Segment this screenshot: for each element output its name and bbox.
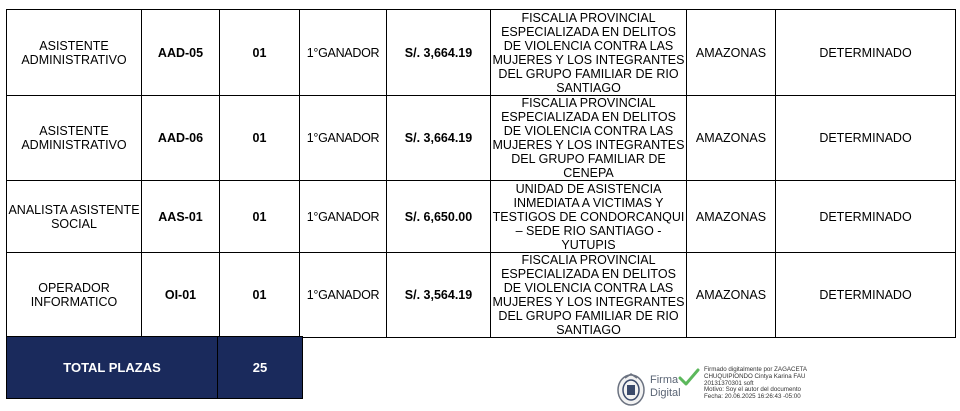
dependency-cell: FISCALIA PROVINCIAL ESPECIALIZADA EN DELITOS DE VIOLENCIA CONTRA LAS MUJERES Y LOS INTEGRANTES DEL GRUPO FAMILIAR DE RIO SANTIAGO (491, 253, 687, 338)
total-plazas-value: 25 (217, 336, 303, 399)
code-cell: AAD-06 (142, 96, 220, 181)
signature-line: Fecha: 20.06.2025 16:26:43 -05:00 (704, 393, 801, 401)
region-cell: AMAZONAS (687, 253, 776, 338)
signature-details (704, 367, 807, 401)
region-cell: AMAZONAS (687, 96, 776, 181)
digital-signature-stamp (616, 366, 816, 410)
region-cell: AMAZONAS (687, 181, 776, 253)
table-row (7, 181, 956, 253)
quantity-cell: 01 (220, 10, 300, 96)
quantity-cell: 01 (220, 253, 300, 338)
dependency-cell: UNIDAD DE ASISTENCIA INMEDIATA A VICTIMAS Y TESTIGOS DE CONDORCANQUI – SEDE RIO SANTIAGO - YUTUPIS (491, 181, 687, 253)
condition-cell: DETERMINADO (776, 181, 956, 253)
salary-cell: S/. 3,664.19 (387, 10, 491, 96)
winner-cell: 1°GANADOR (300, 181, 387, 253)
salary-cell: S/. 6,650.00 (387, 181, 491, 253)
results-table (6, 9, 956, 338)
salary-cell: S/. 3,564.19 (387, 253, 491, 338)
signature-line: Firmado digitalmente por ZAGACETA (704, 366, 808, 373)
winner-cell: 1°GANADOR (300, 253, 387, 338)
cargo-cell: ASISTENTE ADMINISTRATIVO (7, 96, 142, 181)
condition-cell: DETERMINADO (776, 96, 956, 181)
condition-cell: DETERMINADO (776, 253, 956, 338)
code-cell: AAD-05 (142, 10, 220, 96)
signature-line: 20131370301 soft (704, 379, 754, 387)
table-row (7, 96, 956, 181)
region-cell: AMAZONAS (687, 10, 776, 96)
firma-digital-label: Firma Digital (650, 374, 681, 399)
winner-cell: 1°GANADOR (300, 96, 387, 181)
signature-line: CHUQUIPIONDO Cintya Karina FAU (704, 372, 806, 380)
seal-icon (616, 372, 646, 406)
cargo-cell: ANALISTA ASISTENTE SOCIAL (7, 181, 142, 253)
signature-line: Motivo: Soy el autor del documento (704, 386, 801, 394)
condition-cell: DETERMINADO (776, 10, 956, 96)
total-plazas-label: TOTAL PLAZAS (6, 336, 218, 399)
cargo-cell: ASISTENTE ADMINISTRATIVO (7, 10, 142, 96)
dependency-cell: FISCALIA PROVINCIAL ESPECIALIZADA EN DELITOS DE VIOLENCIA CONTRA LAS MUJERES Y LOS INTEGRANTES DEL GRUPO FAMILIAR DE RIO SANTIAGO (491, 10, 687, 96)
quantity-cell: 01 (220, 96, 300, 181)
dependency-cell: FISCALIA PROVINCIAL ESPECIALIZADA EN DELITOS DE VIOLENCIA CONTRA LAS MUJERES Y LOS INTEGRANTES DEL GRUPO FAMILIAR DE CENEPA (491, 96, 687, 181)
code-cell: AAS-01 (142, 181, 220, 253)
quantity-cell: 01 (220, 181, 300, 253)
salary-cell: S/. 3,664.19 (387, 96, 491, 181)
table-row (7, 253, 956, 338)
winner-cell: 1°GANADOR (300, 10, 387, 96)
code-cell: OI-01 (142, 253, 220, 338)
cargo-cell: OPERADOR INFORMATICO (7, 253, 142, 338)
table-row (7, 10, 956, 96)
checkmark-icon (678, 368, 700, 386)
